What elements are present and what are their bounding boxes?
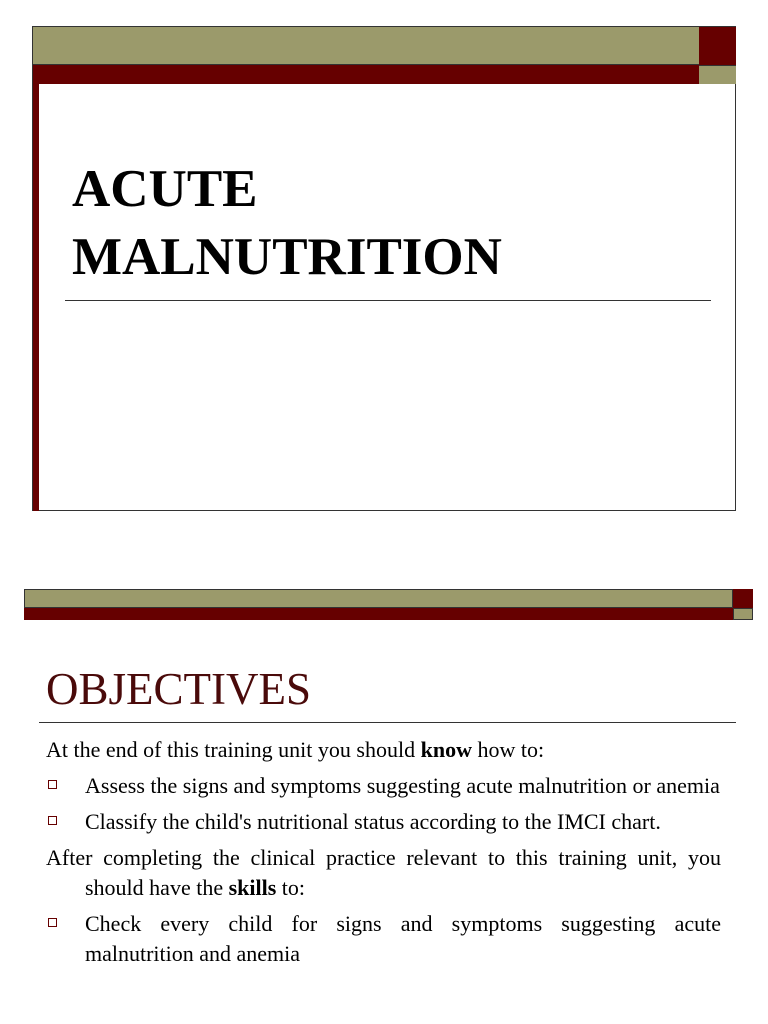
title-slide xyxy=(32,26,736,511)
slide-title xyxy=(72,155,502,291)
slide2-header-olive-band xyxy=(24,589,733,608)
square-bullet-icon xyxy=(48,780,57,789)
header-corner-red-block xyxy=(699,27,736,65)
slide-title-line-2: MALNUTRITION xyxy=(72,228,502,286)
intro-keyword: know xyxy=(420,737,472,762)
objectives-divider xyxy=(39,722,736,723)
header-olive-band xyxy=(33,27,699,65)
slide2-header-red-band xyxy=(24,608,733,620)
slide2-corner-olive-block xyxy=(733,608,753,620)
intro-text: At the end of this training unit you should xyxy=(46,737,421,762)
title-divider xyxy=(65,300,711,301)
list-item-text: Assess the signs and symptoms suggesting acute malnutrition or anemia xyxy=(85,773,720,798)
intro-text-end: how to: xyxy=(471,737,545,762)
square-bullet-icon xyxy=(48,816,57,825)
square-bullet-icon xyxy=(48,918,57,927)
list-item xyxy=(46,909,721,969)
objectives-body xyxy=(46,735,721,975)
header-red-band xyxy=(33,65,699,84)
header-corner-olive-block xyxy=(699,65,736,84)
skills-paragraph xyxy=(46,843,721,903)
skills-keyword: skills xyxy=(228,875,277,900)
list-item-text: Classify the child's nutritional status according to the IMCI chart. xyxy=(85,809,661,834)
left-red-sidebar xyxy=(33,84,39,511)
intro-paragraph xyxy=(46,735,721,765)
slide-title-line-1: ACUTE xyxy=(72,160,258,218)
objectives-heading: OBJECTIVES xyxy=(46,664,312,714)
slide2-corner-red-block xyxy=(733,589,753,608)
list-item xyxy=(46,807,721,837)
list-item-text: Check every child for signs and symptoms suggesting acute malnutrition and anemia xyxy=(85,911,721,966)
list-item xyxy=(46,771,721,801)
skills-text-end: to: xyxy=(276,875,306,900)
skills-text: After completing the clinical practice relevant to this training unit, you should have the xyxy=(46,845,721,900)
